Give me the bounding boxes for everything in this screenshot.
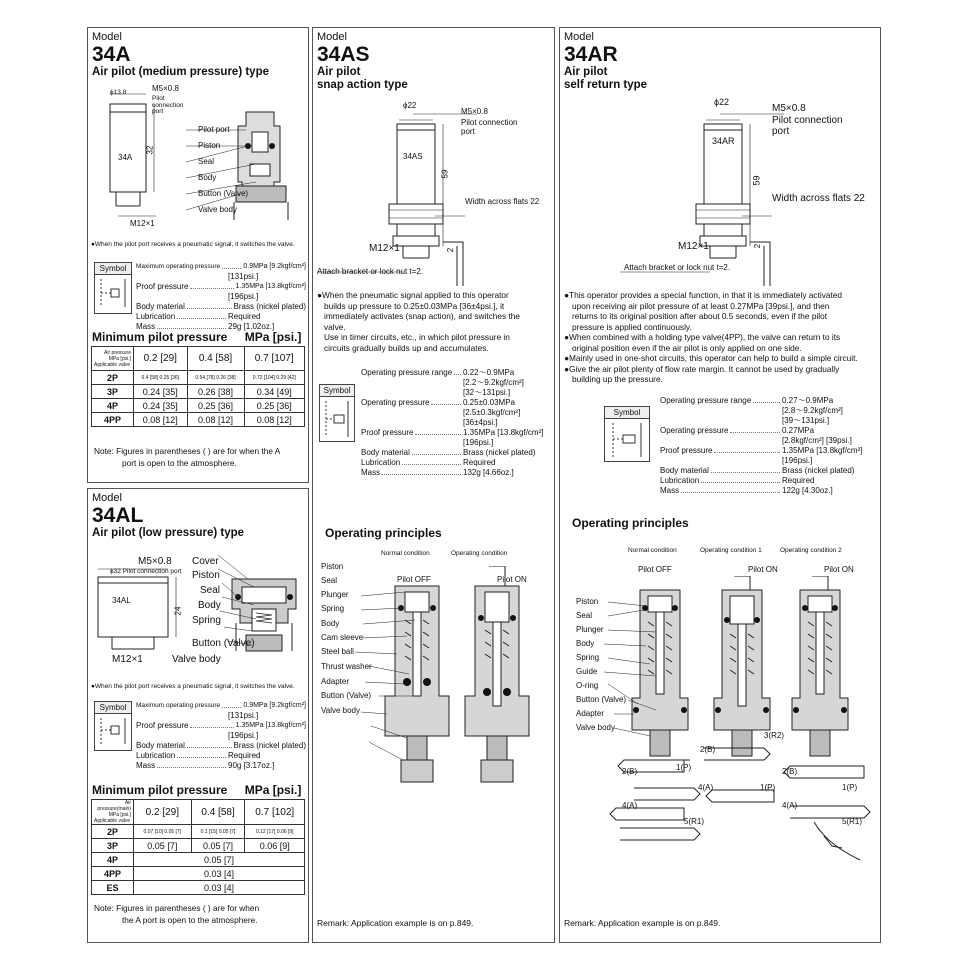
spec-value: [36±4psi.] — [463, 418, 498, 427]
part-o-ring: O-ring — [576, 681, 599, 690]
symbol-icon — [605, 419, 649, 461]
spec-value: 29g [1.02oz.] — [228, 322, 275, 331]
part-valve-body: Valve body — [198, 205, 237, 214]
dim-base-thread: M12×1 — [678, 241, 709, 252]
part-body: Body — [198, 173, 217, 182]
part-button-valve: Button (Valve) — [321, 691, 372, 700]
part-piston: Piston — [198, 141, 221, 150]
port-4a-op2: 4(A) — [782, 801, 798, 810]
part-valve-body: Valve body — [576, 723, 615, 732]
description-line: ●Give the air pilot plenty of flow rate margin. It cannot be used by gradually — [564, 363, 840, 374]
label-pilot-off: Pilot OFF — [638, 565, 672, 574]
description-line: returns to its original position after about 0.5 seconds, even if the pilot — [572, 311, 828, 321]
description-line: ●This operator provides a special function, in that it is immediately activated — [564, 290, 843, 300]
part-body: Body — [198, 600, 221, 611]
remark: Remark: Application example is on p.849. — [564, 918, 721, 928]
spec-value: 0.25±0.03MPa — [463, 398, 515, 407]
model-code: 34A — [92, 43, 131, 66]
spec-value: Required — [228, 312, 261, 321]
spec-list — [660, 396, 876, 496]
part-piston: Piston — [192, 570, 220, 581]
description — [564, 290, 880, 385]
spec-key: Body material — [660, 466, 709, 475]
corner-bottom: Applicable valve — [94, 361, 131, 368]
spec-key: Mass — [136, 322, 156, 331]
spec-key: Lubrication — [361, 458, 401, 467]
table-note-line2: port is open to the atmosphere. — [122, 458, 237, 468]
dim-thread: M5×0.8 — [138, 556, 172, 567]
port-5r1-normal: 5(R1) — [684, 817, 705, 826]
cell: 0.08 [12] — [244, 413, 305, 427]
part-steel-ball: Steel ball — [321, 647, 354, 656]
34a-drawing — [96, 82, 306, 222]
port-1p-op2: 1(P) — [842, 783, 858, 792]
spec-value: [196psi.] — [228, 731, 259, 740]
row-header: 3P — [92, 385, 134, 399]
spec-list — [361, 368, 551, 478]
port-4a-op1: 4(A) — [698, 783, 714, 792]
dim-thread: M5×0.8 — [152, 84, 179, 93]
table-note-line1: Note: Figures in parentheses ( ) are for when — [94, 903, 260, 913]
spec-value: 1.35MPa [13.8kgf/cm²] — [235, 283, 306, 290]
part-thrust-washer: Thrust washer — [321, 662, 372, 671]
min-pilot-title — [92, 330, 301, 344]
port-1p-normal: 1(P) — [676, 763, 692, 772]
port-3r2: 3(R2) — [764, 731, 785, 740]
row-header: 4PP — [92, 413, 134, 427]
port-2b: 2(B) — [700, 745, 716, 754]
cell: 0.25 [36] — [187, 399, 244, 413]
spec-key: Operating pressure range — [660, 396, 752, 405]
port-1p-op1: 1(P) — [760, 783, 776, 792]
spec-value: [131psi.] — [228, 711, 259, 720]
dim-body-code: 34A — [118, 153, 133, 162]
symbol-icon — [95, 714, 131, 748]
cell: 0.34 [49] — [244, 385, 305, 399]
model-label: Model — [92, 492, 122, 504]
col-header: 0.4 [58] — [187, 347, 244, 371]
spec-row — [136, 282, 306, 292]
cell: 0.07 [10] 0.05 [7] — [134, 825, 192, 839]
34as-principle-diagram — [317, 566, 553, 796]
cell: 0.24 [35] — [134, 385, 188, 399]
dim-conn-port-2: port — [772, 126, 790, 137]
description-line: upon receiving air pilot pressure of at least 0.27MPa [39psi.], and then — [572, 300, 830, 311]
spec-value: [2.8～9.2kgf/cm²] — [782, 406, 843, 415]
label-operating-condition: Operating condition — [451, 550, 508, 557]
label-operating-condition-1: Operating condition 1 — [700, 547, 762, 554]
symbol-icon — [95, 275, 131, 311]
row-header: 3P — [92, 839, 134, 853]
part-seal: Seal — [321, 576, 338, 585]
spec-row — [136, 721, 306, 731]
dim-conn-port-1: Pilot connection — [461, 118, 518, 127]
spec-value: 0.27～0.9MPa — [782, 396, 834, 405]
spec-key: Mass — [361, 468, 381, 477]
dim-base-thread: M12×1 — [130, 219, 155, 228]
spec-value: [196psi.] — [228, 292, 259, 301]
dim-base-thread: M12×1 — [369, 243, 400, 254]
spec-value: Brass (nickel plated) — [463, 448, 536, 457]
spec-row — [361, 428, 551, 438]
model-subtitle-2: self return type — [564, 79, 648, 91]
description-line: valve. — [324, 321, 346, 332]
description: ●When the pilot port receives a pneumatic signal, it switches the valve. — [91, 683, 295, 690]
table-row — [92, 839, 305, 853]
spec-key: Body material — [361, 448, 410, 457]
row-header: 2P — [92, 825, 134, 839]
part-valve-body: Valve body — [321, 706, 360, 715]
spec-value: [196psi.] — [463, 438, 494, 447]
spec-value: 1.35MPa [13.8kgf/cm²] — [782, 446, 863, 455]
spec-value: Required — [463, 458, 496, 467]
dim-height: 59 — [751, 175, 762, 186]
table-note-line1: Note: Figures in parentheses ( ) are for when the A — [94, 446, 281, 456]
spec-key: Lubrication — [660, 476, 700, 485]
dim-base-thread: M12×1 — [112, 654, 143, 665]
spec-row — [660, 426, 876, 436]
spec-key: Operating pressure range — [361, 368, 453, 377]
part-button-valve: Button (Valve) — [192, 638, 255, 649]
spec-row — [361, 398, 551, 408]
corner-bottom: Applicable valve — [94, 818, 131, 824]
spec-value: 0.9MPa [9.2kgf/cm²] — [243, 702, 306, 709]
row-header: 4PP — [92, 867, 134, 881]
part-plunger: Plunger — [321, 590, 349, 599]
dim-height: 24 — [173, 606, 183, 616]
34ar-principle-diagram — [564, 576, 880, 866]
spec-value: Required — [228, 751, 261, 760]
cell: 0.05 [7] — [134, 853, 305, 867]
dim-diameter: ϕ13.8 — [110, 89, 127, 96]
min-pilot-table — [91, 799, 305, 895]
dim-diameter: ϕ22 — [403, 101, 417, 110]
spec-value: 90g [3.17oz.] — [228, 761, 275, 770]
spec-row — [361, 458, 551, 468]
symbol-box — [94, 262, 132, 314]
model-code: 34AR — [564, 43, 618, 66]
spec-row — [660, 446, 876, 456]
corner-top: Air pressure MPa [psi.] — [104, 349, 131, 362]
spec-row — [136, 751, 306, 761]
cell: 0.06 [9] — [245, 839, 305, 853]
description-line: original position even if the air pilot is only applied on one side. — [572, 342, 802, 353]
symbol-label: Symbol — [95, 263, 131, 275]
model-subtitle-1: Air pilot — [564, 66, 608, 78]
panel-34as — [312, 27, 555, 943]
cell: 0.72 [104] 0.29 [42] — [244, 371, 305, 385]
spec-row — [660, 476, 876, 486]
part-guide: Guide — [576, 667, 598, 676]
part-valve-body: Valve body — [172, 654, 221, 665]
spec-value: Brass (nickel plated) — [233, 302, 306, 311]
description-line: ●Mainly used in one-shot circuits, this operator can help to build a simple circuit. — [564, 353, 858, 363]
spec-row — [361, 448, 551, 458]
label-pilot-on: Pilot ON — [497, 575, 527, 584]
model-code: 34AS — [317, 43, 370, 66]
cell: 0.24 [35] — [134, 399, 188, 413]
description-line: ●When combined with a holding type valve(4PP), the valve can return to its — [564, 332, 841, 342]
part-spring: Spring — [192, 615, 221, 626]
table-row — [92, 867, 305, 881]
spec-key: Proof pressure — [136, 282, 189, 291]
col-header: 0.4 [58] — [191, 800, 245, 825]
part-spring: Spring — [576, 653, 600, 662]
part-adapter: Adapter — [576, 709, 605, 718]
dim-conn-port-1: Pilot connection — [772, 115, 843, 126]
spec-value: 1.35MPa [13.8kgf/cm²] — [463, 428, 544, 437]
symbol-icon — [320, 397, 354, 441]
model-subtitle-2: snap action type — [317, 79, 408, 91]
row-header: 2P — [92, 371, 134, 385]
description — [317, 290, 553, 353]
cell: 0.05 [7] — [134, 839, 192, 853]
port-2b-normal: 2(B) — [622, 767, 638, 776]
spec-value: 1.35MPa [13.8kgf/cm²] — [235, 722, 306, 729]
model-subtitle: Air pilot (medium pressure) type — [92, 66, 270, 78]
table-row — [92, 371, 305, 385]
spec-row — [660, 486, 876, 496]
spec-key: Mass — [136, 761, 156, 770]
panel-34al — [87, 488, 309, 943]
description-line: builds up pressure to 0.25±0.03MPa [36±4psi.], it — [324, 300, 505, 311]
dim-t: 2 — [753, 243, 763, 249]
spec-value: Brass (nickel plated) — [233, 741, 306, 750]
table-row — [92, 413, 305, 427]
spec-key: Body material — [136, 302, 185, 311]
table-row — [92, 853, 305, 867]
panel-34a — [87, 27, 309, 483]
spec-row — [660, 396, 876, 406]
col-header: 0.7 [102] — [245, 800, 305, 825]
dim-bracket: Attach bracket or lock nut t=2. — [624, 263, 731, 272]
row-header: 4P — [92, 853, 134, 867]
spec-key: Mass — [660, 486, 680, 495]
cell: 0.08 [12] — [187, 413, 244, 427]
part-seal: Seal — [198, 157, 215, 166]
cell: 0.05 [7] — [191, 839, 245, 853]
part-button-valve: Button (Valve) — [198, 189, 249, 198]
spec-key: Maximum operating pressure — [136, 263, 221, 270]
spec-row — [136, 302, 306, 312]
col-header: 0.2 [29] — [134, 347, 188, 371]
spec-value: 132g [4.66oz.] — [463, 468, 514, 477]
part-cam-sleeve: Cam sleeve — [321, 633, 364, 642]
model-subtitle: Air pilot (low pressure) type — [92, 527, 245, 539]
description-line: building up the pressure. — [572, 374, 663, 384]
spec-value: Brass (nickel plated) — [782, 466, 855, 475]
spec-value: [39～131psi.] — [782, 416, 830, 425]
spec-key: Proof pressure — [361, 428, 414, 437]
spec-value: 0.22～0.9MPa — [463, 368, 515, 377]
model-subtitle-1: Air pilot — [317, 66, 361, 78]
spec-row — [136, 262, 306, 272]
34as-drawing — [317, 96, 553, 286]
min-pilot-table — [91, 346, 305, 427]
spec-key: Proof pressure — [136, 721, 189, 730]
spec-row — [361, 468, 551, 478]
spec-value: 0.9MPa [9.2kgf/cm²] — [243, 263, 306, 270]
table-row — [92, 399, 305, 413]
port-4a-normal: 4(A) — [622, 801, 638, 810]
cell: 0.4 [58] 0.25 [36] — [134, 371, 188, 385]
description: ●When the pilot port receives a pneumatic signal, it switches the valve. — [91, 241, 295, 248]
min-pilot-title-text: Minimum pilot pressure — [92, 330, 228, 344]
cell: 0.54 [78] 0.26 [38] — [187, 371, 244, 385]
spec-key: Proof pressure — [660, 446, 713, 455]
spec-row — [136, 741, 306, 751]
dim-thread: M5×0.8 — [772, 103, 806, 114]
model-label: Model — [92, 31, 122, 43]
spec-key: Operating pressure — [361, 398, 430, 407]
dim-height: 59 — [440, 169, 450, 179]
part-body: Body — [576, 639, 595, 648]
cell: 0.12 [17] 0.06 [9] — [245, 825, 305, 839]
spec-value: 0.27MPa — [782, 426, 815, 435]
min-pilot-title — [92, 783, 301, 797]
label-normal-condition: Normal condition — [628, 547, 677, 554]
symbol-label: Symbol — [320, 385, 354, 397]
symbol-label: Symbol — [605, 407, 649, 419]
dim-flats: Width across flats 22 — [465, 197, 540, 206]
spec-row — [660, 466, 876, 476]
spec-row — [136, 312, 306, 322]
spec-value: [2.2～9.2kgf/cm²] — [463, 378, 524, 387]
cell: 0.08 [12] — [134, 413, 188, 427]
part-seal: Seal — [576, 611, 593, 620]
cell: 0.1 [15] 0.05 [7] — [191, 825, 245, 839]
panel-34ar — [559, 27, 881, 943]
min-pilot-title-text: Minimum pilot pressure — [92, 783, 228, 797]
spec-list — [136, 701, 306, 771]
table-row — [92, 825, 305, 839]
part-button-valve: Button (Valve) — [576, 695, 627, 704]
dim-conn-port-2: port — [461, 127, 475, 136]
port-5r1-op2: 5(R1) — [842, 817, 863, 826]
symbol-box — [319, 384, 355, 442]
principles-heading: Operating principles — [572, 516, 689, 530]
model-label: Model — [317, 31, 347, 43]
part-pilot-port: Pilot port — [198, 125, 230, 134]
dim-flats: Width across flats 22 — [772, 193, 865, 204]
label-pilot-on-2: Pilot ON — [824, 565, 854, 574]
row-header: 4P — [92, 399, 134, 413]
model-code: 34AL — [92, 504, 144, 527]
description-line: circuits gradually builds up and accumulates. — [324, 342, 489, 353]
spec-value: 122g [4.30oz.] — [782, 486, 833, 495]
spec-value: [196psi.] — [782, 456, 813, 465]
label-operating-condition-2: Operating condition 2 — [780, 547, 842, 554]
part-piston: Piston — [321, 562, 344, 571]
part-plunger: Plunger — [576, 625, 604, 634]
principles-heading: Operating principles — [325, 526, 442, 540]
dim-body-code: 34AS — [403, 152, 423, 161]
table-corner — [92, 800, 134, 825]
spec-value: [131psi.] — [228, 272, 259, 281]
spec-row — [136, 761, 306, 771]
dim-body-code: 34AR — [712, 136, 735, 146]
spec-key: Maximum operating pressure — [136, 702, 221, 709]
spec-key: Operating pressure — [660, 426, 729, 435]
model-label: Model — [564, 31, 594, 43]
part-body: Body — [321, 619, 340, 628]
spec-value: [32～131psi.] — [463, 388, 511, 397]
part-spring: Spring — [321, 604, 345, 613]
label-pilot-off: Pilot OFF — [397, 575, 431, 584]
dim-height: 32 — [145, 145, 155, 155]
spec-value: Required — [782, 476, 815, 485]
description-line: pressure is applied continuously. — [572, 321, 692, 332]
cell: 0.03 [4] — [134, 881, 305, 895]
table-corner — [92, 347, 134, 371]
description-line: Use in timer circuits, etc., in which pilot pressure in — [324, 332, 510, 342]
dim-bracket: Attach bracket or lock nut t=2. — [317, 267, 424, 276]
cell: 0.25 [36] — [244, 399, 305, 413]
spec-row — [361, 368, 551, 378]
symbol-label: Symbol — [95, 702, 131, 714]
cell: 0.03 [4] — [134, 867, 305, 881]
table-row — [92, 881, 305, 895]
port-2b-op2: 2(B) — [782, 767, 798, 776]
label-normal-condition: Normal condition — [381, 550, 430, 557]
dim-conn-port: Pilot connection port — [152, 95, 184, 115]
description-line: ●When the pneumatic signal applied to this operator — [317, 290, 509, 300]
spec-value: [2.8kgf/cm²] [39psi.] — [782, 436, 852, 445]
spec-key: Lubrication — [136, 312, 176, 321]
row-header: ES — [92, 881, 134, 895]
remark: Remark: Application example is on p.849. — [317, 918, 474, 928]
dim-conn-port: ϕ32 Pilot connection port — [110, 568, 182, 575]
spec-key: Body material — [136, 741, 185, 750]
spec-value: [2.5±0.3kgf/cm²] — [463, 408, 521, 417]
dim-body-code: 34AL — [112, 596, 131, 605]
col-header: 0.7 [107] — [244, 347, 305, 371]
min-pilot-units: MPa [psi.] — [244, 783, 302, 797]
dim-diameter: ϕ22 — [714, 97, 730, 107]
corner-top: Air pressure(main) MPa [psi.] — [97, 800, 131, 818]
table-row — [92, 385, 305, 399]
symbol-box — [94, 701, 132, 751]
spec-key: Lubrication — [136, 751, 176, 760]
part-piston: Piston — [576, 597, 599, 606]
symbol-box — [604, 406, 650, 462]
part-adapter: Adapter — [321, 677, 350, 686]
spec-list — [136, 262, 306, 332]
label-pilot-on-1: Pilot ON — [748, 565, 778, 574]
table-note-line2: the A port is open to the atmosphere. — [122, 915, 258, 925]
min-pilot-units: MPa [psi.] — [244, 330, 302, 344]
col-header: 0.2 [29] — [134, 800, 192, 825]
part-cover: Cover — [192, 556, 219, 567]
description-line: immediately activates (snap action), and switches the — [324, 311, 520, 321]
part-seal: Seal — [200, 585, 221, 596]
cell: 0.26 [38] — [187, 385, 244, 399]
dim-t: 2 — [446, 247, 456, 253]
spec-row — [136, 701, 306, 711]
dim-thread: M5×0.8 — [461, 107, 488, 116]
